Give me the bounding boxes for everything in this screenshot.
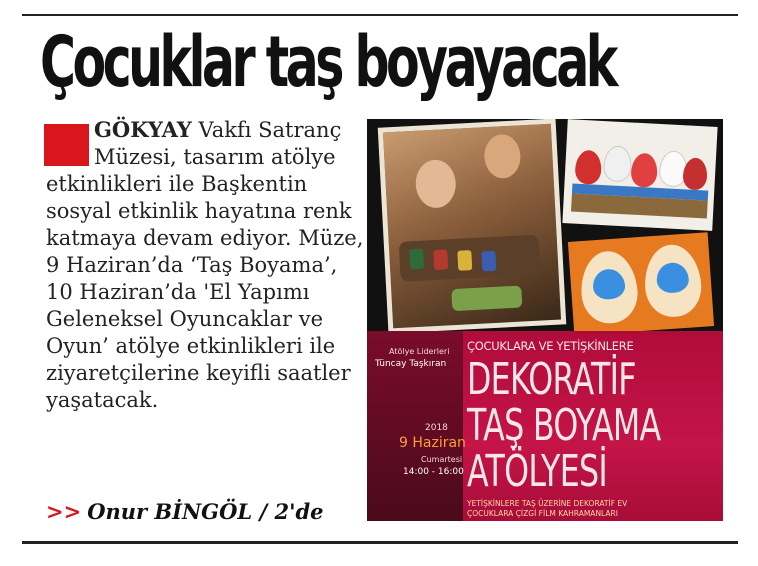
byline-text: Onur BİNGÖL / 2'de	[87, 499, 324, 524]
article-body	[46, 116, 366, 414]
poster-artist: Tüncay Taşkıran	[375, 359, 447, 369]
poster-date-weekday: Cumartesi	[421, 455, 463, 464]
workshop-poster	[367, 119, 723, 521]
poster-date-day: 9 Haziran	[399, 435, 466, 451]
poster-title-line3: ATÖLYESİ	[467, 446, 608, 497]
top-rule	[22, 14, 738, 16]
photo-painted-stones	[562, 119, 717, 231]
poster-top-line: ÇOCUKLARA VE YETİŞKİNLERE	[467, 339, 634, 353]
poster-title-line2: TAŞ BOYAMA	[467, 400, 661, 451]
photo-workshop-people	[378, 119, 567, 334]
article-text: Vakfı Satranç Müzesi, tasarım atölye etkinlikleri ile Başkentin sosyal etkinlik hayatına renk katmaya devam ediyor. Müze, 9 Haziran’da ‘Taş Boyama’, 10 Haziran’da 'El Yapımı Geleneksel Oyuncaklar ve Oyun’ atölye etkinlikleri ile ziyaretçilerine keyifli saatler yaşatacak.	[46, 118, 364, 412]
poster-foot-line1: YETİŞKİNLERE TAŞ ÜZERİNE DEKORATİF EV	[467, 499, 628, 508]
poster-small-caption: Atölye Liderleri	[389, 347, 450, 356]
byline	[46, 498, 324, 525]
poster-foot-line2: ÇOCUKLARA ÇİZGİ FİLM KAHRAMANLARI	[467, 509, 618, 518]
photo-smurf-stones	[568, 232, 714, 336]
byline-arrows: >>	[46, 499, 82, 524]
bottom-rule	[22, 541, 738, 544]
headline: Çocuklar taş boyayacak	[40, 21, 615, 103]
poster-date-year: 2018	[425, 423, 448, 433]
poster-title-line1: DEKORATİF	[467, 354, 636, 405]
poster-date-time: 14:00 - 16:00	[403, 467, 464, 477]
brand-name: GÖKYAY	[94, 117, 192, 142]
poster-band	[367, 331, 723, 521]
marker-space	[46, 116, 94, 168]
